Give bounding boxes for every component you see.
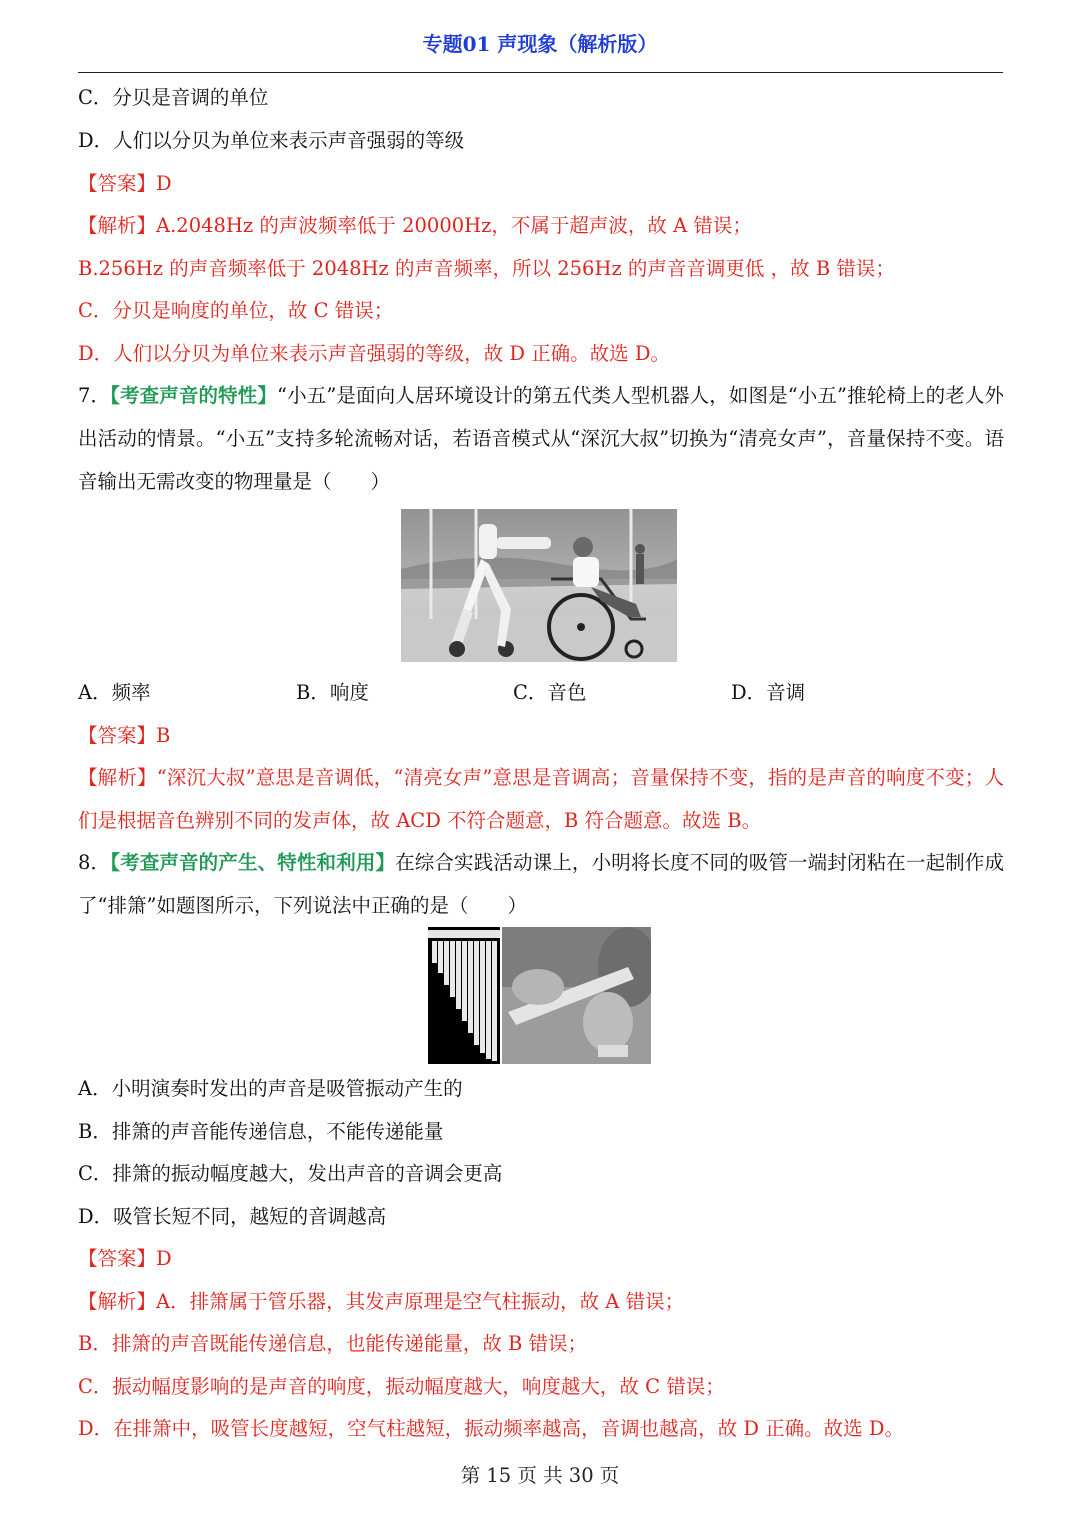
q6-analysis-line-1 (78, 212, 752, 240)
q8-analysis-line-1 (78, 1288, 684, 1316)
q7-stem (78, 374, 1004, 503)
q7-option-c: C．音色 (513, 681, 587, 704)
q7-option-a: A．频率 (78, 681, 151, 704)
q7-answer: 【答案】B (78, 724, 171, 747)
q8-analysis-line-2: B．排箫的声音既能传递信息，也能传递能量，故 B 错误； (78, 1332, 588, 1355)
q8-topic-tag: 【考查声音的产生、特性和利用】 (110, 851, 396, 874)
q8-stem (78, 841, 1004, 927)
q6-analysis-line-4: D．人们以分贝为单位来表示声音强弱的等级，故 D 正确。故选 D。 (78, 342, 670, 365)
analysis-label: 【解析】 (78, 766, 157, 789)
q8-answer: 【答案】D (78, 1247, 172, 1270)
page-header-title: 专题01 声现象（解析版） (422, 32, 658, 56)
analysis-text: A．排箫属于管乐器，其发声原理是空气柱振动，故 A 错误； (156, 1290, 685, 1313)
q7-number: 7． (78, 384, 111, 407)
analysis-text: “深沉大叔”意思是音调低，“清亮女声”意思是音调高；音量保持不变，指的是声音的响度不变；人们是根据音色辨别不同的发声体，故 ACD 不符合题意，B 符合题意。故选 B。 (78, 766, 1004, 832)
q8-option-a: A．小明演奏时发出的声音是吸管振动产生的 (78, 1077, 463, 1100)
q6-answer: 【答案】D (78, 172, 172, 195)
q8-option-d: D．吸管长短不同，越短的音调越高 (78, 1205, 387, 1228)
q7-option-b: B．响度 (296, 681, 369, 704)
analysis-text: A.2048Hz 的声波频率低于 20000Hz，不属于超声波，故 A 错误； (156, 214, 752, 237)
q6-option-c: C．分贝是音调的单位 (78, 86, 269, 109)
q8-stem-text: 在综合实践活动课上，小明将长度不同的吸管一端封闭粘在一起制作成了“排箫”如题图所示，下列说法中正确的是（ ） (78, 851, 1004, 917)
panpipe-photo (428, 927, 651, 1064)
q8-analysis-line-3: C．振动幅度影响的是声音的响度，振动幅度越大，响度越大，故 C 错误； (78, 1375, 725, 1398)
q7-stem-text: “小五”是面向人居环境设计的第五代类人型机器人，如图是“小五”推轮椅上的老人外出活动的情景。“小五”支持多轮流畅对话，若语音模式从“深沉大叔”切换为“清亮女声”，音量保持不变。语音输出无需改变的物理量是（ ） (78, 384, 1004, 493)
q7-topic-tag: 【考查声音的特性】 (110, 384, 277, 407)
q8-analysis-line-4: D．在排箫中，吸管长度越短，空气柱越短，振动频率越高，音调也越高，故 D 正确。故选 D。 (78, 1417, 904, 1440)
q7-option-d: D．音调 (731, 681, 806, 704)
analysis-label: 【解析】 (78, 1290, 157, 1313)
robot-wheelchair-photo (401, 509, 677, 662)
q6-option-d: D．人们以分贝为单位来表示声音强弱的等级 (78, 129, 465, 152)
header-divider (78, 72, 1003, 73)
analysis-label: 【解析】 (78, 214, 157, 237)
page-number: 第 15 页 共 30 页 (460, 1464, 620, 1487)
q8-number: 8． (78, 851, 111, 874)
q6-analysis-line-3: C．分贝是响度的单位，故 C 错误； (78, 299, 394, 322)
q8-option-c: C．排箫的振动幅度越大，发出声音的音调会更高 (78, 1162, 503, 1185)
q8-option-b: B．排箫的声音能传递信息，不能传递能量 (78, 1120, 444, 1143)
q7-analysis (78, 756, 1004, 842)
q6-analysis-line-2: B.256Hz 的声音频率低于 2048Hz 的声音频率，所以 256Hz 的声音音调更低 ，故 B 错误； (78, 257, 895, 280)
